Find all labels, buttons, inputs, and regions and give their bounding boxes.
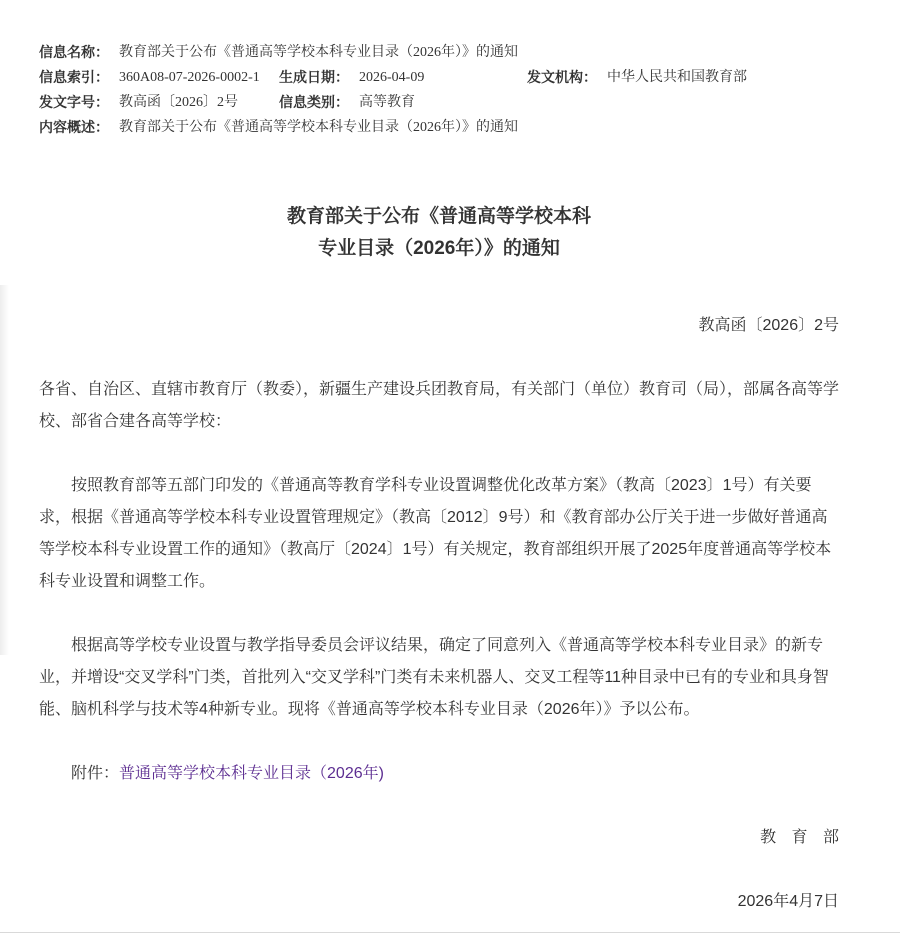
metadata-value: 中华人民共和国教育部: [607, 70, 747, 85]
attachment-line: [39, 758, 839, 790]
metadata-generated-date: [279, 65, 527, 90]
metadata-value: 教育部关于公布《普通高等学校本科专业目录（2026年）》的通知: [119, 120, 518, 135]
document-title-line: 教育部关于公布《普通高等学校本科: [286, 206, 591, 227]
body-paragraph: 按照教育部等五部门印发的《普通高等教育学科专业设置调整优化改革方案》（教高〔2023〕1号）有关要求，根据《普通高等学校本科专业设置管理规定》（教高〔2012〕9号）和《教育部办公厅关于进一步做好普通高等学校本科专业设置工作的通知》（教高厅〔2024〕1号）有关规定，教育部组织开展了2025年度普通高等学校本科专业设置和调整工作。: [39, 477, 832, 590]
metadata-value: 2026-04-09: [359, 70, 425, 85]
metadata-name: [39, 40, 839, 65]
metadata-summary: [39, 115, 839, 140]
metadata-value: 360A08-07-2026-0002-1: [119, 70, 260, 85]
issue-date: 2026年4月7日: [737, 893, 839, 910]
attachment-label: 附件：: [71, 765, 120, 782]
attachment-link[interactable]: 普通高等学校本科专业目录（2026年): [119, 765, 384, 782]
issuer-signature: 教 育 部: [760, 829, 839, 846]
document-number: 教高函〔2026〕2号: [698, 317, 839, 334]
metadata-table: [39, 40, 839, 140]
metadata-row-name: [39, 40, 839, 65]
document-title-line: 专业目录（2026年）》的通知: [318, 238, 560, 259]
metadata-category: [279, 90, 527, 115]
metadata-doc-number: [39, 90, 279, 115]
metadata-row-index: [39, 65, 839, 90]
bottom-divider: [0, 932, 900, 933]
body-paragraph: 根据高等学校专业设置与教学指导委员会评议结果，确定了同意列入《普通高等学校本科专业目录》的新专业，并增设“交叉学科”门类，首批列入“交叉学科”门类有未来机器人、交叉工程等11种目录中已有的专业和具身智能、脑机科学与技术等4种新专业。现将《普通高等学校本科专业目录（2026年）》予以公布。: [39, 637, 829, 718]
page-edge-shadow: [0, 285, 9, 655]
metadata-value: 教育部关于公布《普通高等学校本科专业目录（2026年）》的通知: [119, 45, 518, 60]
metadata-label: 生成日期：: [279, 69, 349, 85]
metadata-label: 信息索引：: [39, 69, 109, 85]
salutation: 各省、自治区、直辖市教育厅（教委），新疆生产建设兵团教育局，有关部门（单位）教育司（局），部属各高等学校、部省合建各高等学校：: [39, 381, 840, 430]
metadata-label: 信息名称：: [39, 44, 109, 60]
metadata-index: [39, 65, 279, 90]
metadata-row-docnumber: [39, 90, 839, 115]
metadata-label: 信息类别：: [279, 94, 349, 110]
metadata-label: 发文机构：: [527, 69, 597, 85]
metadata-row-summary: [39, 115, 839, 140]
metadata-value: 教高函〔2026〕2号: [119, 95, 238, 110]
content-area: [39, 40, 839, 918]
metadata-issuer: [527, 65, 839, 90]
metadata-label: 内容概述：: [39, 119, 109, 135]
document-title: [39, 201, 839, 265]
metadata-label: 发文字号：: [39, 94, 109, 110]
metadata-value: 高等教育: [359, 95, 415, 110]
